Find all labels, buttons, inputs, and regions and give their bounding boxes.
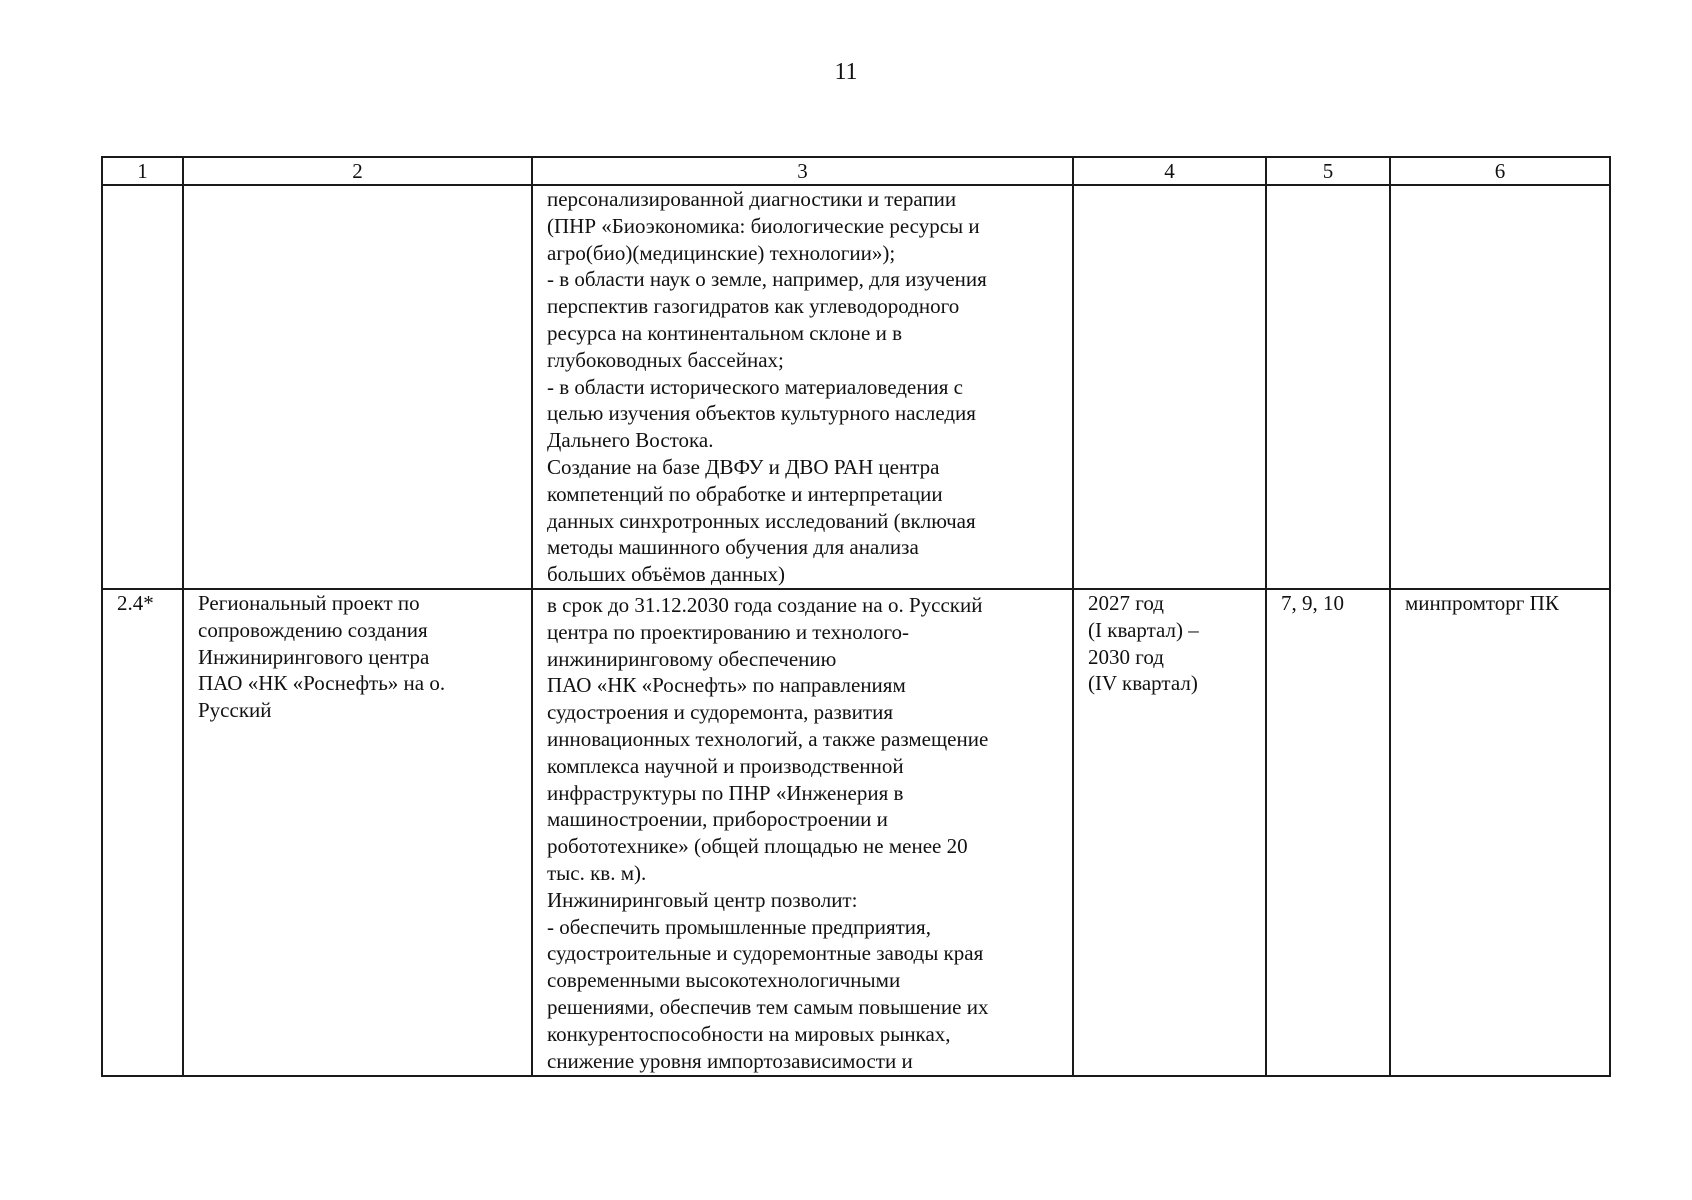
page-number: 11: [834, 59, 858, 85]
cell-number: 2.4*: [102, 589, 183, 1076]
header-col-6: 6: [1390, 157, 1610, 185]
cell-indicators: [1266, 185, 1390, 589]
text-line: - в области наук о земле, например, для изучения: [547, 267, 987, 292]
header-col-2: 2: [183, 157, 532, 185]
text-line: судостроения и судоремонта, развития: [547, 700, 893, 725]
text-line: больших объёмов данных): [547, 562, 786, 587]
cell-indicators: 7, 9, 10: [1266, 589, 1390, 1076]
description-lines: [547, 186, 1060, 588]
cell-project: [183, 589, 532, 1076]
text-line: 2030 год: [1088, 644, 1164, 669]
text-line: Русский: [198, 698, 272, 723]
header-col-3: 3: [532, 157, 1073, 185]
text-line: методы машинного обучения для анализа: [547, 535, 919, 560]
text-line: персонализированной диагностики и терапии: [547, 187, 957, 211]
period-lines: [1088, 590, 1253, 697]
cell-responsible: [1390, 185, 1610, 589]
text-line: (IV квартал): [1088, 671, 1198, 696]
text-line: центра по проектированию и технолого-: [547, 619, 910, 644]
cell-period: [1073, 589, 1266, 1076]
text-line: Инжинирингового центра: [198, 644, 430, 669]
text-line: машиностроении, приборостроении и: [547, 807, 888, 832]
text-line: Создание на базе ДВФУ и ДВО РАН центра: [547, 454, 940, 479]
project-lines: [198, 590, 519, 724]
text-line: в срок до 31.12.2030 года создание на о. Русский: [547, 592, 983, 617]
text-line: комплекса научной и производственной: [547, 753, 904, 778]
cell-description: [532, 185, 1073, 589]
table-row-2-4: [102, 589, 1610, 1076]
text-line: снижение уровня импортозависимости и: [547, 1048, 913, 1073]
cell-number: [102, 185, 183, 589]
text-line: данных синхротронных исследований (включая: [547, 508, 976, 533]
plan-table: [101, 156, 1611, 1077]
text-line: инжиниринговому обеспечению: [547, 646, 837, 671]
text-line: Инжиниринговый центр позволит:: [547, 887, 858, 912]
header-col-1: 1: [102, 157, 183, 185]
text-line: перспектив газогидратов как углеводородного: [547, 294, 960, 319]
text-line: современными высокотехнологичными: [547, 968, 901, 993]
text-line: компетенций по обработке и интерпретации: [547, 481, 943, 506]
text-line: 2027 год: [1088, 590, 1164, 615]
text-line: сопровождению создания: [198, 617, 428, 642]
table-row-continuation: [102, 185, 1610, 589]
text-line: - в области исторического материаловедения с: [547, 374, 963, 399]
cell-project: [183, 185, 532, 589]
text-line: тыс. кв. м).: [547, 860, 647, 885]
cell-period: [1073, 185, 1266, 589]
text-line: целью изучения объектов культурного наследия: [547, 401, 976, 426]
text-line: судостроительные и судоремонтные заводы края: [547, 941, 984, 966]
text-line: - обеспечить промышленные предприятия,: [547, 914, 931, 939]
text-line: конкурентоспособности на мировых рынках,: [547, 1021, 951, 1046]
text-line: глубоководных бассейнах;: [547, 347, 784, 372]
text-line: агро(био)(медицинские) технологии»);: [547, 240, 896, 265]
text-line: инфраструктуры по ПНР «Инженерия в: [547, 780, 904, 805]
table-header-row: [102, 157, 1610, 185]
text-line: ПАО «НК «Роснефть» по направлениям: [547, 673, 906, 698]
description-lines: [547, 592, 1060, 1074]
cell-description: [532, 589, 1073, 1076]
text-line: (I квартал) –: [1088, 617, 1199, 642]
text-line: ресурса на континентальном склоне и в: [547, 320, 903, 345]
text-line: инновационных технологий, а также размещение: [547, 726, 989, 751]
cell-responsible: минпромторг ПК: [1390, 589, 1610, 1076]
text-line: Региональный проект по: [198, 590, 420, 615]
text-line: (ПНР «Биоэкономика: биологические ресурсы и: [547, 213, 980, 238]
text-line: ПАО «НК «Роснефть» на о.: [198, 671, 446, 696]
header-col-4: 4: [1073, 157, 1266, 185]
header-col-5: 5: [1266, 157, 1390, 185]
text-line: Дальнего Востока.: [547, 428, 714, 453]
text-line: робототехнике» (общей площадью не менее 20: [547, 834, 968, 859]
text-line: решениями, обеспечив тем самым повышение их: [547, 994, 989, 1019]
